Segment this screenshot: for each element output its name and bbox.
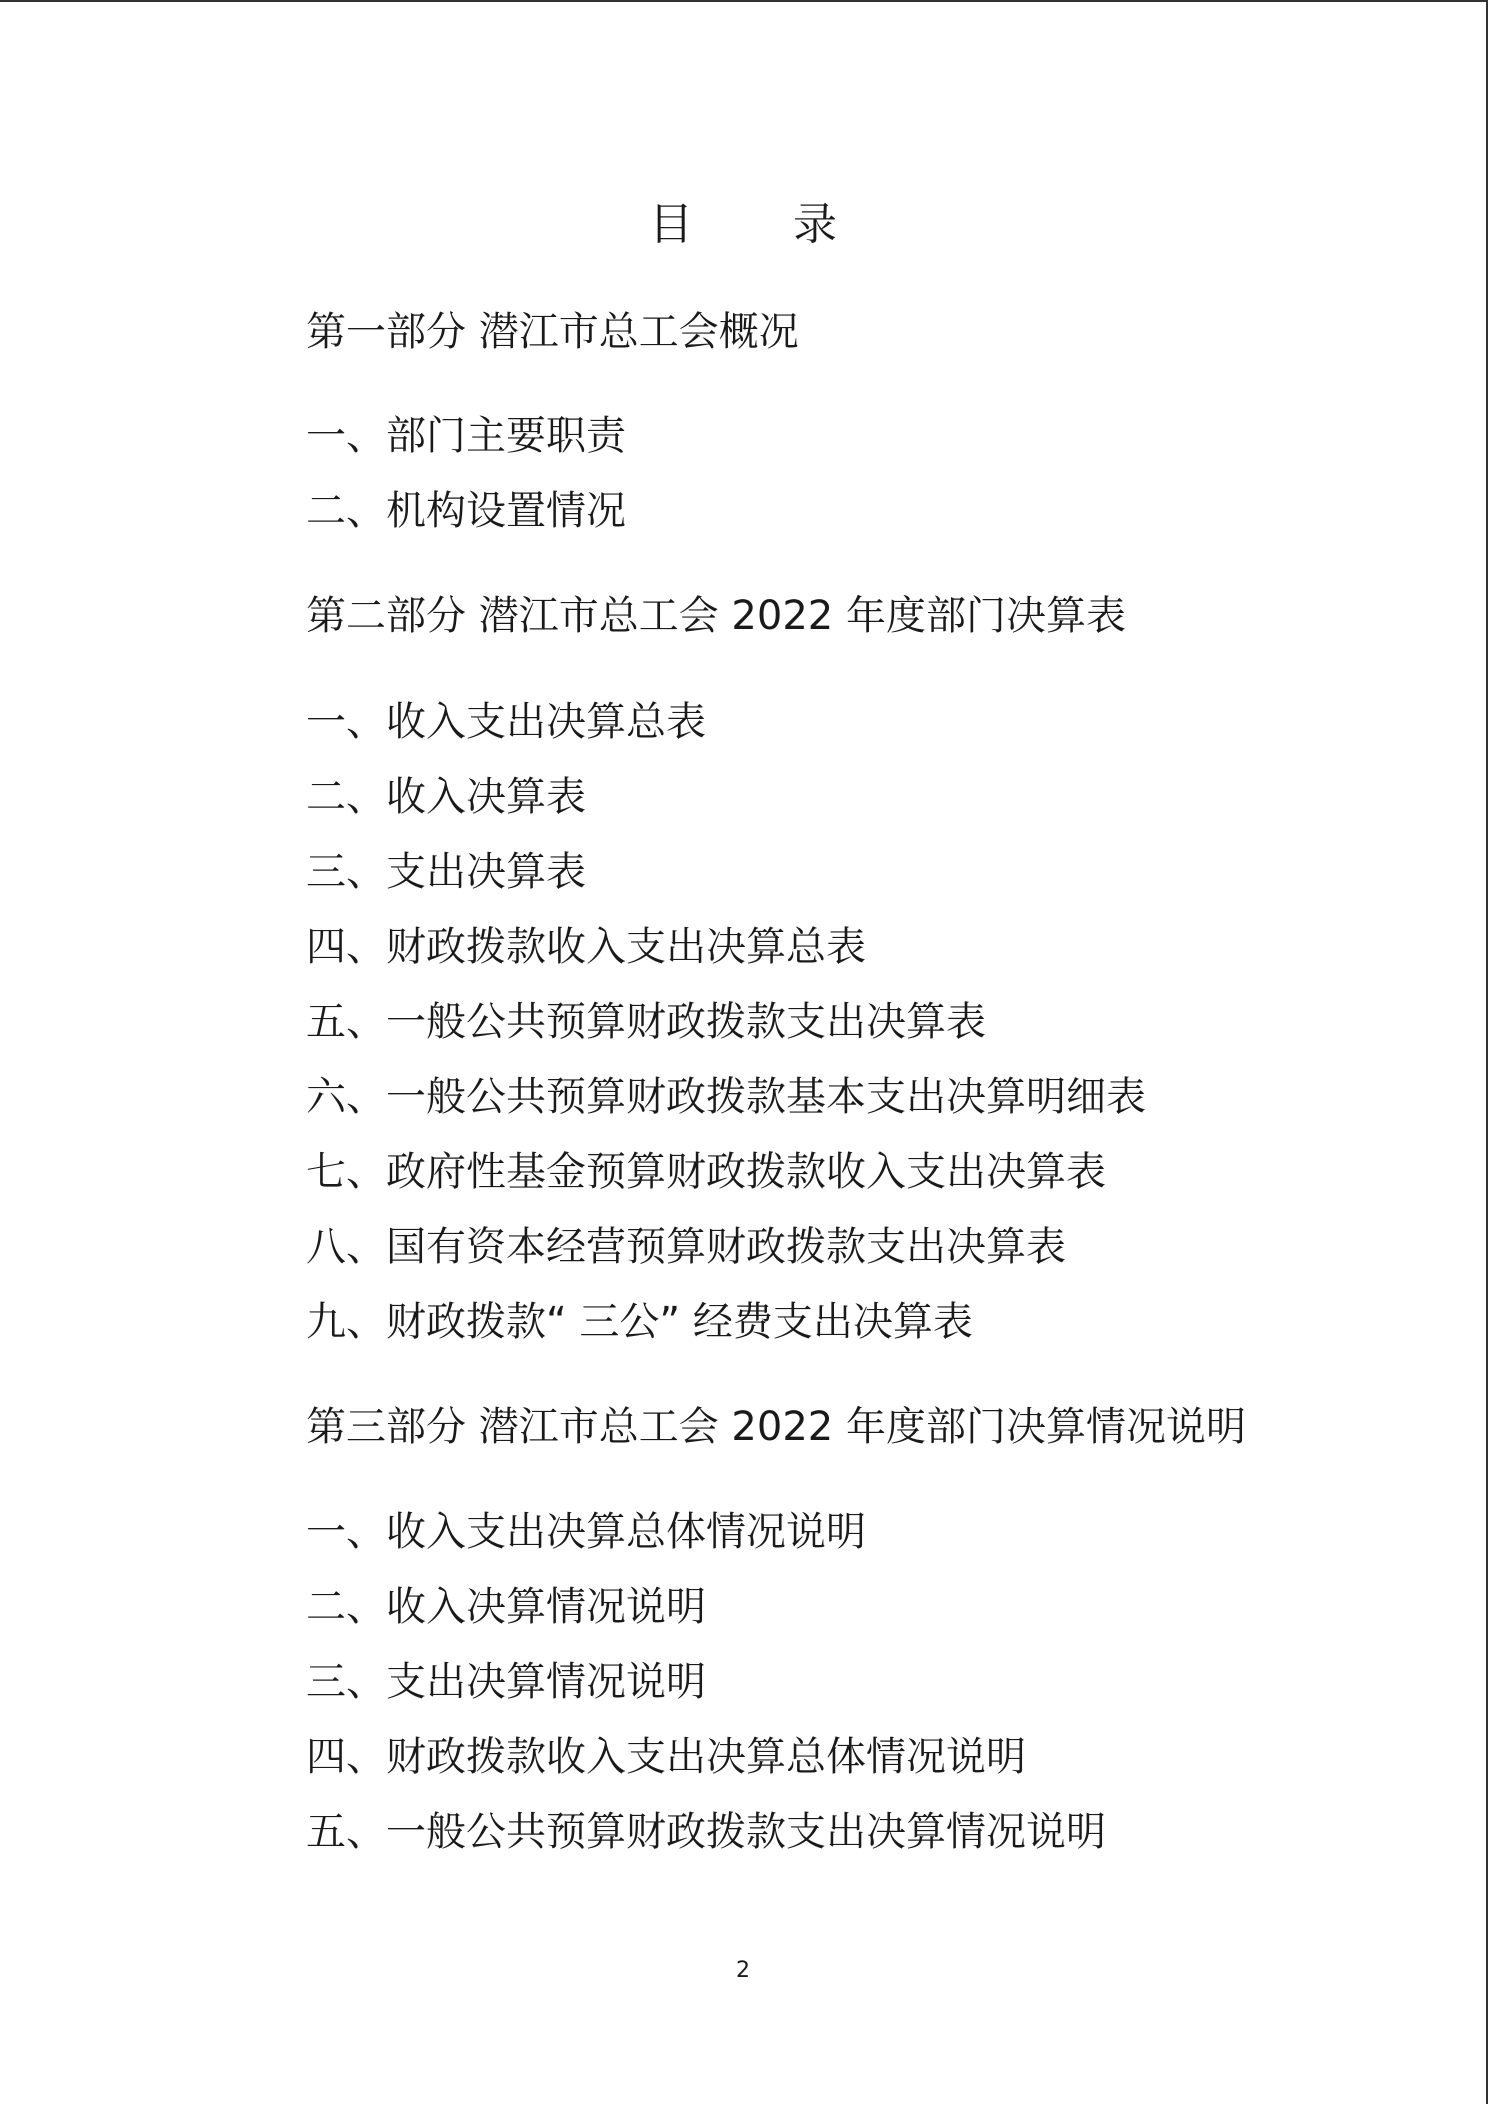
toc-item: 六、一般公共预算财政拨款基本支出决算明细表 [306, 1074, 1146, 1120]
part1-heading: 第一部分 潜江市总工会概况 [306, 309, 799, 355]
toc-item: 一、部门主要职责 [306, 413, 626, 459]
toc-item: 九、财政拨款“ 三公” 经费支出决算表 [306, 1299, 973, 1345]
toc-item: 二、机构设置情况 [306, 488, 626, 534]
toc-item: 二、收入决算情况说明 [306, 1584, 706, 1630]
part3-heading: 第三部分 潜江市总工会 2022 年度部门决算情况说明 [306, 1404, 1246, 1450]
toc-item: 四、财政拨款收入支出决算总体情况说明 [306, 1734, 1026, 1780]
toc-item: 三、支出决算情况说明 [306, 1659, 706, 1705]
part2-heading: 第二部分 潜江市总工会 2022 年度部门决算表 [306, 593, 1126, 639]
toc-item: 四、财政拨款收入支出决算总表 [306, 924, 866, 970]
toc-title: 目录 [649, 199, 937, 250]
page-number: 2 [736, 1958, 750, 1983]
toc-item: 一、收入支出决算总表 [306, 699, 706, 745]
toc-item: 三、支出决算表 [306, 849, 586, 895]
toc-item: 一、收入支出决算总体情况说明 [306, 1509, 866, 1555]
toc-item: 五、一般公共预算财政拨款支出决算情况说明 [306, 1809, 1106, 1855]
toc-item: 八、国有资本经营预算财政拨款支出决算表 [306, 1224, 1066, 1270]
toc-item: 七、政府性基金预算财政拨款收入支出决算表 [306, 1149, 1106, 1195]
toc-item: 五、一般公共预算财政拨款支出决算表 [306, 999, 986, 1045]
toc-item: 二、收入决算表 [306, 774, 586, 820]
